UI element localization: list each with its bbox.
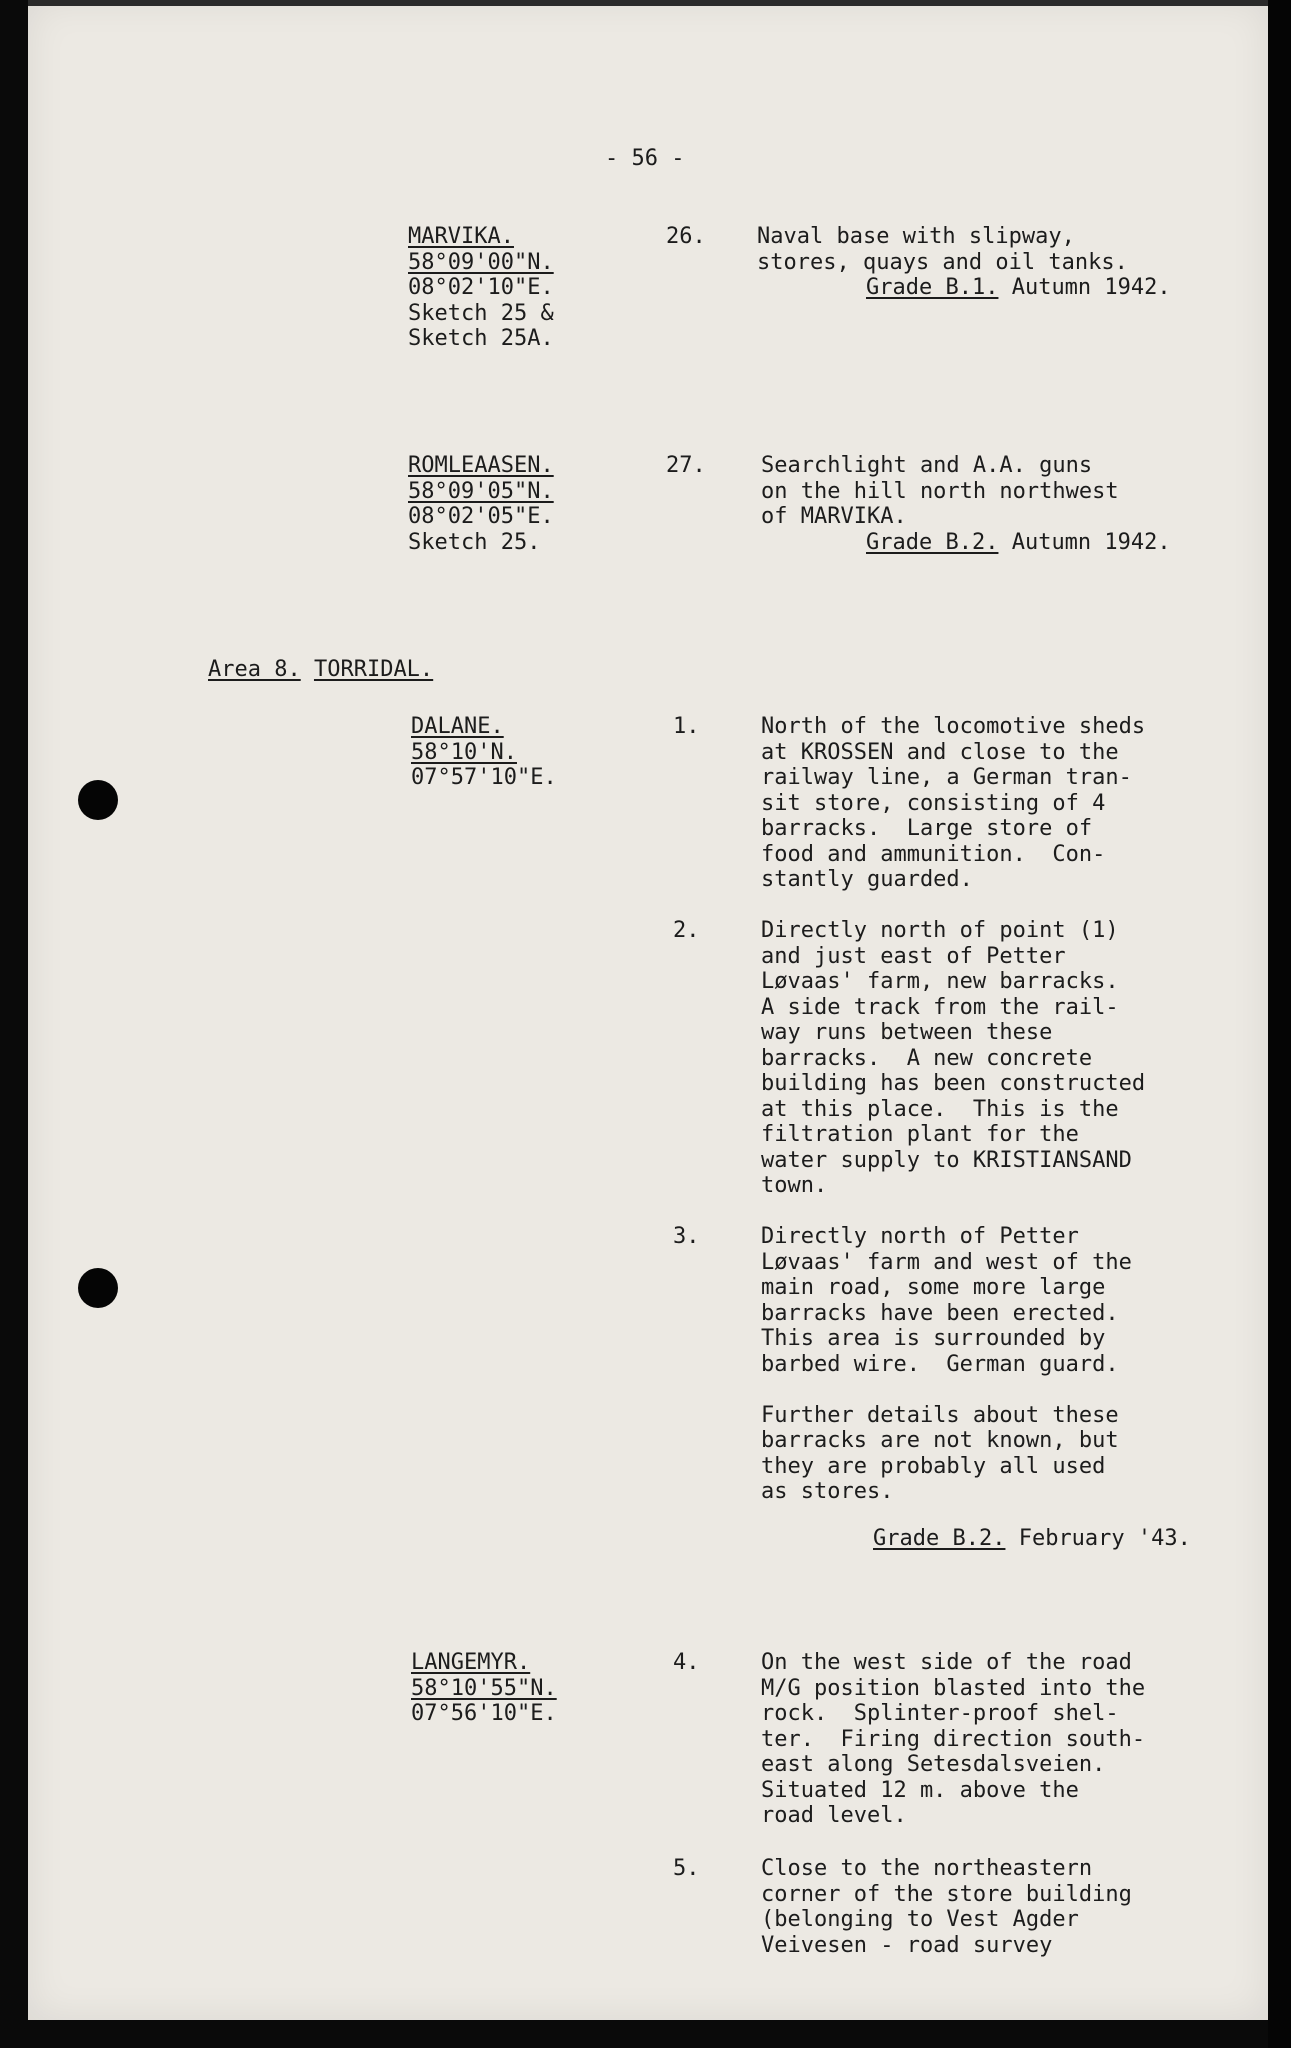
item-text-line: This area is surrounded by	[761, 1326, 1106, 1351]
item-number: 3.	[673, 1224, 700, 1249]
punch-hole	[78, 1268, 118, 1308]
item-number: 5.	[673, 1856, 700, 1881]
item-text-line: Directly north of point (1)	[761, 918, 1119, 943]
item-text-line: as stores.	[761, 1479, 894, 1504]
item-number: 4.	[673, 1650, 700, 1675]
place-name: LANGEMYR.	[411, 1650, 531, 1675]
item-text-line: A side track from the rail-	[761, 995, 1119, 1020]
item-text-line: water supply to KRISTIANSAND	[761, 1148, 1132, 1173]
sketch-ref: Sketch 25 &	[408, 301, 554, 326]
item-text-line: rock. Splinter-proof shel-	[761, 1701, 1119, 1726]
item-text-line: Løvaas' farm and west of the	[761, 1250, 1132, 1275]
item-text-line: Veivesen - road survey	[761, 1933, 1053, 1958]
item-text-line: at KROSSEN and close to the	[761, 740, 1119, 765]
item-text-line: Further details about these	[761, 1403, 1119, 1428]
entry-text-line: stores, quays and oil tanks.	[757, 250, 1128, 275]
grade-date: February '43.	[1018, 1526, 1191, 1551]
item-text-line: Directly north of Petter	[761, 1224, 1079, 1249]
latitude: 58°09'05"N.	[408, 479, 554, 504]
item-text-line: and just east of Petter	[761, 944, 1066, 969]
item-text-line: Close to the northeastern	[761, 1856, 1093, 1881]
item-text-line: corner of the store building	[761, 1882, 1132, 1907]
latitude: 58°10'55"N.	[411, 1676, 557, 1701]
grade: Grade B.2.	[866, 530, 999, 555]
grade-date: Autumn 1942.	[1011, 530, 1171, 555]
item-text-line: M/G position blasted into the	[761, 1676, 1146, 1701]
item-text-line: food and ammunition. Con-	[761, 842, 1106, 867]
item-text-line: On the west side of the road	[761, 1650, 1132, 1675]
grade-line	[866, 530, 1171, 556]
item-text-line: barracks have been erected.	[761, 1301, 1119, 1326]
grade-line	[866, 275, 1171, 301]
item-number: 1.	[673, 714, 700, 739]
item-text-line: filtration plant for the	[761, 1122, 1079, 1147]
item-text-line: barbed wire. German guard.	[761, 1352, 1119, 1377]
longitude: 08°02'10"E.	[408, 275, 554, 300]
item-text-line: barracks are not known, but	[761, 1428, 1119, 1453]
scan-edge	[1268, 0, 1291, 2048]
entry-number: 26.	[666, 224, 706, 249]
sketch-ref: Sketch 25.	[408, 530, 541, 555]
item-text-line: barracks. A new concrete	[761, 1046, 1093, 1071]
area-name: TORRIDAL.	[313, 657, 434, 682]
item-text-line: Situated 12 m. above the	[761, 1778, 1079, 1803]
longitude: 07°57'10"E.	[411, 765, 557, 790]
item-text-line: (belonging to Vest Agder	[761, 1907, 1079, 1932]
grade-line	[873, 1526, 1191, 1552]
item-number: 2.	[673, 918, 700, 943]
area-number: Area 8.	[208, 657, 301, 682]
grade: Grade B.1.	[866, 275, 999, 300]
item-text-line: railway line, a German tran-	[761, 765, 1132, 790]
item-text-line: ter. Firing direction south-	[761, 1727, 1146, 1752]
item-text-line: main road, some more large	[761, 1275, 1106, 1300]
item-text-line: sit store, consisting of 4	[761, 791, 1106, 816]
entry-text-line: Searchlight and A.A. guns	[761, 453, 1093, 478]
longitude: 07°56'10"E.	[411, 1701, 557, 1726]
latitude: 58°10'N.	[411, 740, 517, 765]
scan-edge	[28, 0, 1268, 6]
item-text-line: building has been constructed	[761, 1071, 1146, 1096]
entry-text-line: of MARVIKA.	[761, 504, 907, 529]
place-name: ROMLEAASEN.	[408, 453, 554, 478]
sketch-ref: Sketch 25A.	[408, 326, 554, 351]
item-text-line: Løvaas' farm, new barracks.	[761, 969, 1119, 994]
longitude: 08°02'05"E.	[408, 504, 554, 529]
grade: Grade B.2.	[873, 1526, 1006, 1551]
document-page	[28, 0, 1268, 2020]
area-heading	[208, 657, 433, 683]
item-text-line: town.	[761, 1173, 828, 1198]
grade-date: Autumn 1942.	[1011, 275, 1171, 300]
item-text-line: east along Setesdalsveien.	[761, 1752, 1106, 1777]
entry-number: 27.	[666, 453, 706, 478]
item-text-line: stantly guarded.	[761, 867, 973, 892]
item-text-line: barracks. Large store of	[761, 816, 1093, 841]
latitude: 58°09'00"N.	[408, 250, 554, 275]
item-text-line: at this place. This is the	[761, 1097, 1119, 1122]
item-text-line: road level.	[761, 1803, 907, 1828]
place-name: MARVIKA.	[408, 224, 514, 249]
entry-text-line: on the hill north northwest	[761, 479, 1119, 504]
item-text-line: North of the locomotive sheds	[761, 714, 1146, 739]
page-number: - 56 -	[605, 146, 685, 171]
item-text-line: they are probably all used	[761, 1454, 1106, 1479]
entry-text-line: Naval base with slipway,	[757, 224, 1075, 249]
place-name: DALANE.	[411, 714, 504, 739]
punch-hole	[78, 780, 118, 820]
item-text-line: way runs between these	[761, 1020, 1053, 1045]
